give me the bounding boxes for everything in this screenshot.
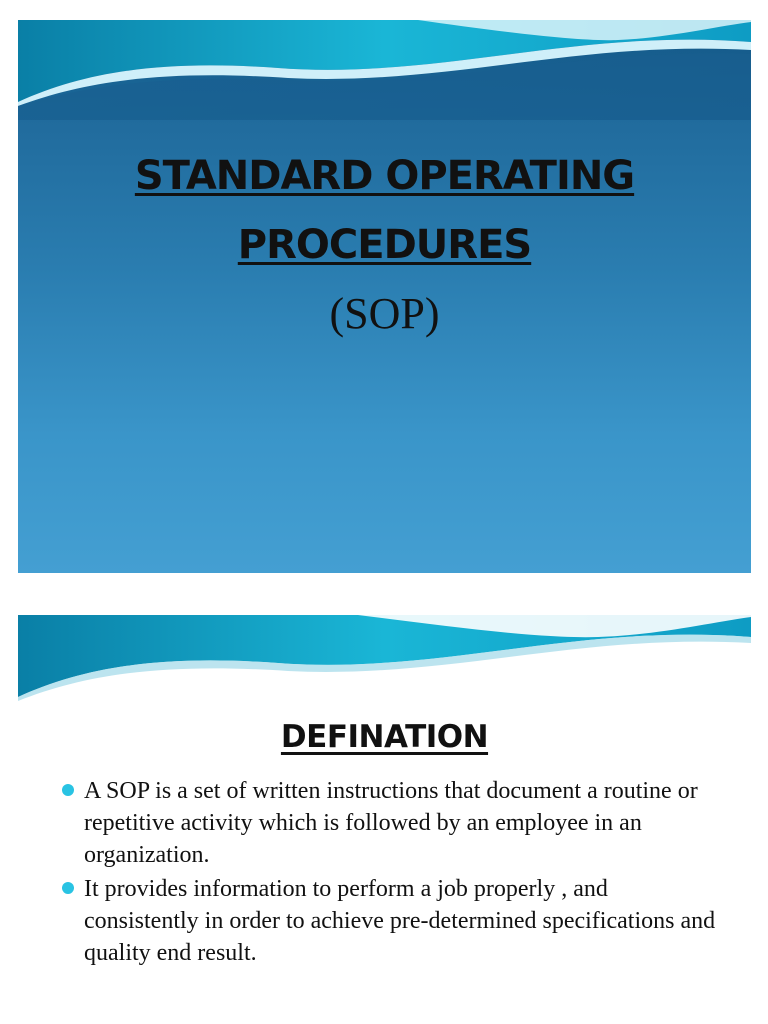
wave-header-graphic [18,615,751,715]
bullet-item [60,775,720,871]
definition-slide [18,615,751,1024]
bullet-dot-icon [62,784,74,796]
wave-header-graphic [18,20,751,120]
bullet-text: It provides information to perform a job properly , and consistently in order to achieve pre-determined specifications and quality end result. [84,876,716,966]
bullet-dot-icon [62,882,74,894]
bullet-list [60,775,720,971]
slide-title: DEFINATION [280,719,489,755]
slide-title-line-2: PROCEDURES [237,222,532,268]
slide-title-line-1: STANDARD OPERATING [134,153,635,199]
bullet-item [60,873,720,969]
slide-subtitle: (SOP) [329,289,440,338]
bullet-text: A SOP is a set of written instructions that document a routine or repetitive activity which is followed by an employee in an organization. [84,778,698,868]
title-slide [18,20,751,573]
